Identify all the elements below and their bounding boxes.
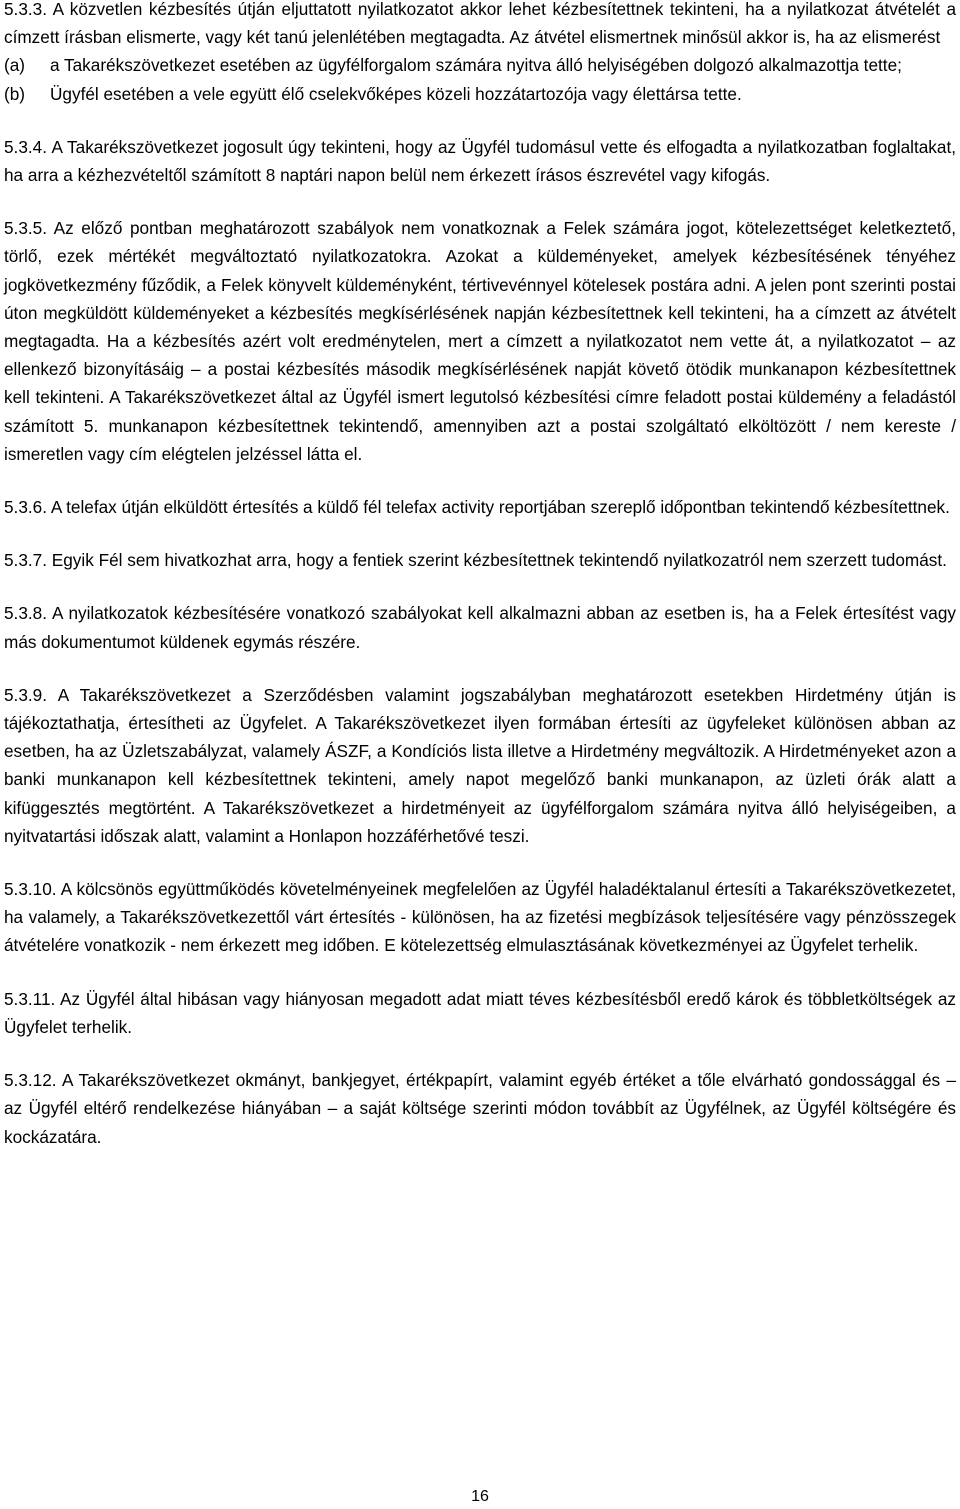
list-item-text: Ügyfél esetében a vele együtt élő cselekvőképes közeli hozzátartozója vagy élettársa tette. [50,83,742,104]
paragraph-5-3-11: 5.3.11. Az Ügyfél által hibásan vagy hiányosan megadott adat miatt téves kézbesítésből eredő károk és többletköltségek az Ügyfelet terhelik. [4,988,956,1037]
list-item [4,51,956,79]
list-5-3-3 [4,51,956,107]
paragraph-5-3-3: 5.3.3. A közvetlen kézbesítés útján eljuttatott nyilatkozatot akkor lehet kézbesítettnek tekinteni, ha a nyilatkozat átvételét a címzett írásban elismerte, vagy két tanú jelenlétében megtagadta. Az átvétel elismertnek minősül akkor is, ha az elismerést [4,0,956,48]
document-page [4,0,956,1176]
paragraph-5-3-8: 5.3.8. A nyilatkozatok kézbesítésére vonatkozó szabályokat kell alkalmazni abban az esetben is, ha a Felek értesítést vagy más dokumentumot küldenek egymás részére. [4,603,956,652]
list-item [4,80,956,108]
list-marker: (b) [4,83,26,104]
list-item-text: a Takarékszövetkezet esetében az ügyfélforgalom számára nyitva álló helyiségében dolgozó alkalmazottja tette; [50,55,902,76]
paragraph-5-3-9: 5.3.9. A Takarékszövetkezet a Szerződésben valamint jogszabályban meghatározott esetekben Hirdetmény útján is tájékoztathatja, értesítheti az Ügyfelet. A Takarékszövetkezet ilyen formában értesíti az ügyfeleket különösen abban az esetben, ha az Üzletszabályzat, valamely ÁSZF, a Kondíciós lista illetve a Hirdetmény megváltozik. A Hirdetményeket azon a banki munkanapon kell kézbesítettnek tekinteni, amely napot megelőző banki munkanapon, az üzleti órák alatt a kifüggesztés megtörtént. A Takarékszövetkezet a hirdetményeit az ügyfélforgalom számára nyitva álló helyiségeiben, a nyitvatartási időszak alatt, valamint a Honlapon hozzáférhetővé teszi. [4,684,956,846]
list-marker: (a) [4,55,26,76]
paragraph-5-3-5: 5.3.5. Az előző pontban meghatározott szabályok nem vonatkoznak a Felek számára jogot, kötelezettséget keletkeztető, törlő, ezek mértékét megváltoztató nyilatkozatokra. Azokat a küldeményeket, amelyek kézbesítésének tényéhez jogkövetkezmény fűződik, a Felek könyvelt küldeményként, tértivevénnyel kötelesek postára adni. A jelen pont szerinti postai úton megküldött küldeményeket a kézbesítés megkísérlésének napján kézbesítettnek kell tekinteni, ha a címzett az átvételt megtagadta. Ha a kézbesítés azért volt eredménytelen, mert a címzett a nyilatkozatot nem vette át, a nyilatkozatot – az ellenkező bizonyításáig – a postai kézbesítés második megkísérlésének napját követő ötödik munkanapon kézbesítettnek kell tekinteni. A Takarékszövetkezet által az Ügyfél ismert legutolsó kézbesítési címre feladott postai küldemény a feladástól számított 5. munkanapon kézbesítettnek tekintendő, amennyiben azt a postai szolgáltató elköltözött / nem kereste / ismeretlen vagy cím elégtelen jelzéssel látta el. [4,218,956,464]
paragraph-5-3-12: 5.3.12. A Takarékszövetkezet okmányt, bankjegyet, értékpapírt, valamint egyéb értéket a tőle elvárható gondossággal és – az Ügyfél eltérő rendelkezése hiányában – a saját költsége szerinti módon továbbít az Ügyfélnek, az Ügyfél költségére és kockázatára. [4,1070,956,1147]
paragraph-5-3-7: 5.3.7. Egyik Fél sem hivatkozhat arra, hogy a fentiek szerint kézbesítettnek tekintendő nyilatkozatról nem szerzett tudomást. [4,550,947,571]
paragraph-5-3-10: 5.3.10. A kölcsönös együttműködés követelményeinek megfelelően az Ügyfél haladéktalanul értesíti a Takarékszövetkezetet, ha valamely, a Takarékszövetkezettől várt értesítés - különösen, ha az fizetési megbízások teljesítésére vagy pénzösszegek átvételére vonatkozik - nem érkezett meg időben. E kötelezettség elmulasztásának következményei az Ügyfelet terhelik. [4,879,956,956]
page-number: 16 [471,1488,489,1505]
paragraph-5-3-6: 5.3.6. A telefax útján elküldött értesítés a küldő fél telefax activity reportjában szereplő időpontban tekintendő kézbesítettnek. [4,497,950,518]
paragraph-5-3-4: 5.3.4. A Takarékszövetkezet jogosult úgy tekinteni, hogy az Ügyfél tudomásul vette és elfogadta a nyilatkozatban foglaltakat, ha arra a kézhezvételtől számított 8 naptári napon belül nem érkezett írásos észrevétel vagy kifogás. [4,136,956,186]
